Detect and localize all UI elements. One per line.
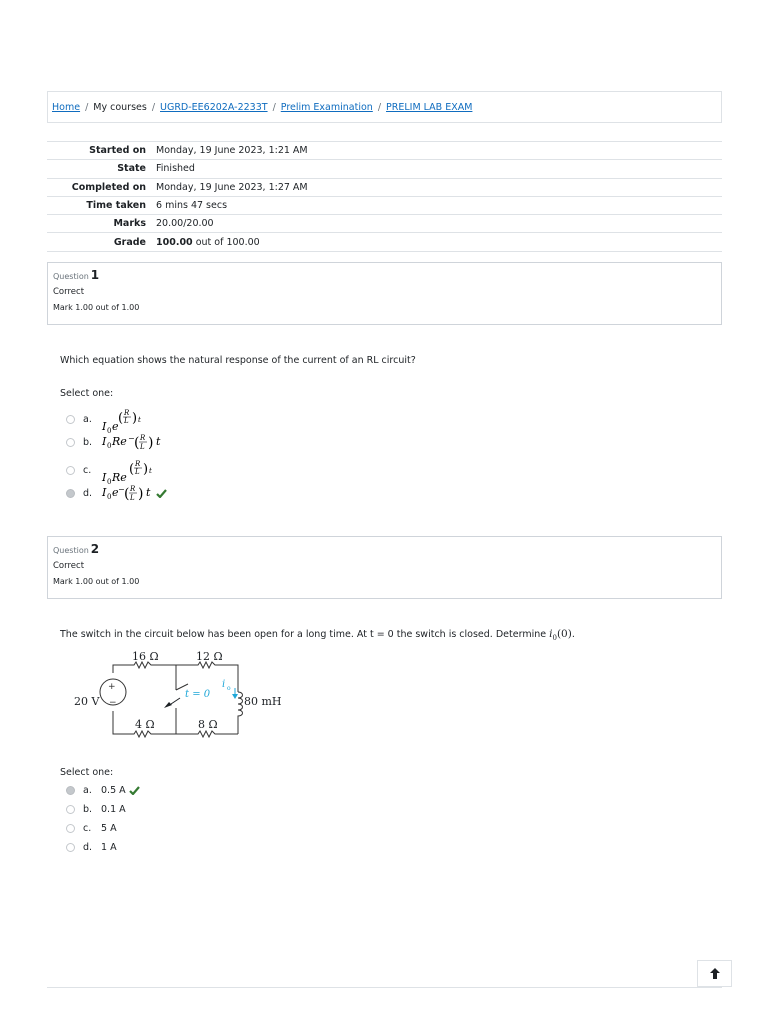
resistor-16-label: 16 Ω: [132, 650, 159, 663]
question-mark: Mark 1.00 out of 1.00: [53, 577, 140, 586]
option-letter: b.: [83, 804, 93, 815]
option-letter: a.: [83, 413, 92, 425]
summary-row-started: [47, 142, 722, 160]
svg-text:t: t: [149, 467, 152, 475]
summary-value: 6 mins 47 secs: [151, 196, 722, 214]
switch-label: t = 0: [185, 689, 211, 700]
summary-label: Started on: [47, 142, 151, 160]
summary-label: Time taken: [47, 196, 151, 214]
option-text: 0.1 A: [101, 804, 126, 815]
question-state: Correct: [53, 287, 85, 297]
svg-text:R: R: [130, 485, 136, 493]
summary-row-marks: [47, 215, 722, 233]
summary-row-state: [47, 160, 722, 178]
svg-text:I: I: [102, 420, 107, 433]
svg-text:−: −: [118, 485, 125, 494]
summary-label: Grade: [47, 233, 151, 251]
radio-button[interactable]: [66, 786, 75, 795]
question-mark: Mark 1.00 out of 1.00: [53, 303, 140, 312]
q1-option-a[interactable]: [66, 404, 161, 434]
q1-option-b[interactable]: [66, 433, 171, 451]
breadcrumb-quiz-link[interactable]: PRELIM LAB EXAM: [386, 101, 473, 113]
svg-text:): ): [148, 435, 154, 451]
breadcrumb-home-link[interactable]: Home: [52, 101, 81, 113]
question-state: Correct: [53, 561, 85, 571]
radio-button[interactable]: [66, 415, 75, 424]
svg-text:(: (: [129, 462, 135, 477]
question-number: 1: [90, 268, 100, 282]
grade-suffix: out of 100.00: [192, 236, 260, 248]
radio-button[interactable]: [66, 438, 75, 447]
svg-text:R: R: [140, 434, 146, 442]
svg-text:I: I: [102, 435, 107, 448]
summary-row-grade: [47, 233, 722, 251]
radio-button[interactable]: [66, 466, 75, 475]
grade-score: 100.00: [156, 236, 193, 248]
svg-text:t: t: [146, 486, 151, 499]
breadcrumb-separator: /: [85, 101, 89, 113]
svg-text:(: (: [124, 486, 130, 502]
radio-button[interactable]: [66, 489, 75, 498]
circuit-diagram: [68, 648, 298, 743]
svg-text:L: L: [124, 417, 129, 425]
option-letter: c.: [83, 823, 92, 834]
option-text: 5 A: [101, 823, 117, 834]
breadcrumb-separator: /: [151, 101, 156, 113]
option-letter: d.: [83, 487, 93, 499]
svg-text:(: (: [118, 411, 124, 426]
question-1-prompt: Select one:: [60, 388, 114, 399]
svg-text:L: L: [140, 443, 145, 451]
svg-text:e: e: [112, 420, 119, 433]
svg-text:(: (: [134, 435, 140, 451]
svg-text:0: 0: [107, 493, 112, 501]
question-2-info: [47, 536, 722, 599]
summary-row-time-taken: [47, 196, 722, 214]
svg-text:L: L: [135, 468, 140, 476]
svg-text:): ): [143, 462, 149, 477]
radio-button[interactable]: [66, 805, 75, 814]
question-2-prompt: Select one:: [60, 767, 114, 778]
q2-option-a[interactable]: [66, 785, 140, 796]
summary-value: Monday, 19 June 2023, 1:27 AM: [151, 178, 722, 196]
option-text: 0.5 A: [101, 785, 126, 796]
svg-text:): ): [138, 486, 144, 502]
q1-option-d[interactable]: [66, 484, 167, 502]
question-2-text-body: The switch in the circuit below has been open for a long time. At t = 0 the switch is closed. Determine: [60, 629, 550, 640]
summary-label: Completed on: [47, 178, 151, 196]
resistor-8-label: 8 Ω: [198, 718, 218, 731]
breadcrumb-my-courses: My courses: [93, 101, 147, 113]
question-1-text: Which equation shows the natural response of the current of an RL circuit?: [60, 355, 416, 366]
source-minus: −: [109, 698, 117, 708]
question-2-text: The switch in the circuit below has been open for a long time. At t = 0 the switch is closed. Determine $i_0(0)$.: [60, 628, 575, 643]
svg-text:): ): [132, 411, 138, 426]
attempt-summary-table: [47, 141, 722, 252]
option-letter: b.: [83, 436, 93, 448]
question-1-info: [47, 262, 722, 325]
formula-a: [101, 408, 161, 434]
summary-value: Monday, 19 June 2023, 1:21 AM: [151, 142, 722, 160]
question-label: Question: [53, 546, 89, 555]
svg-text:0: 0: [107, 427, 112, 434]
svg-text:t: t: [138, 416, 141, 424]
q2-option-b[interactable]: [66, 804, 126, 815]
svg-text:I: I: [102, 486, 107, 499]
radio-button[interactable]: [66, 824, 75, 833]
summary-value: 20.00/20.00: [151, 215, 722, 233]
svg-text:−: −: [128, 434, 135, 443]
svg-text:R: R: [124, 409, 130, 417]
q1-option-c[interactable]: [66, 455, 171, 485]
summary-label: State: [47, 160, 151, 178]
summary-row-completed: [47, 178, 722, 196]
radio-button[interactable]: [66, 843, 75, 852]
svg-text:t: t: [156, 435, 161, 448]
breadcrumb-separator: /: [377, 101, 382, 113]
formula-d: [101, 484, 159, 502]
check-icon: [129, 786, 140, 795]
resistor-4-label: 4 Ω: [135, 718, 155, 731]
source-label: 20 V: [74, 695, 100, 708]
svg-text:0: 0: [107, 442, 112, 450]
svg-text:L: L: [130, 494, 135, 502]
breadcrumb-category-link[interactable]: Prelim Examination: [280, 101, 373, 113]
svg-text:Re: Re: [112, 435, 127, 448]
source-plus: +: [108, 682, 116, 692]
breadcrumb-separator: /: [272, 101, 276, 113]
svg-text:0: 0: [107, 478, 112, 485]
option-text: 1 A: [101, 842, 117, 853]
option-letter: a.: [83, 785, 92, 796]
svg-text:I: I: [102, 471, 107, 484]
option-letter: d.: [83, 842, 93, 853]
io-expression: $i_0(0)$: [549, 628, 572, 643]
formula-b: [101, 433, 171, 451]
formula-c: [101, 459, 171, 485]
arrow-up-icon: [710, 968, 720, 979]
q2-option-d[interactable]: [66, 842, 117, 853]
question-label: Question: [53, 272, 89, 281]
option-letter: c.: [83, 464, 92, 476]
svg-text:R: R: [135, 460, 141, 468]
footer-divider: [47, 987, 722, 988]
summary-value: Finished: [151, 160, 722, 178]
breadcrumb: [47, 91, 722, 123]
svg-text:e: e: [112, 486, 119, 499]
back-to-top-button[interactable]: [697, 960, 732, 987]
current-subscript: o: [227, 685, 231, 692]
resistor-12-label: 12 Ω: [196, 650, 223, 663]
inductor-label: 80 mH: [244, 695, 282, 708]
q2-option-c[interactable]: [66, 823, 117, 834]
breadcrumb-course-link[interactable]: UGRD-EE6202A-2233T: [160, 101, 268, 113]
check-icon: [156, 489, 167, 498]
current-label: i: [222, 679, 226, 690]
question-number: 2: [90, 542, 100, 556]
summary-label: Marks: [47, 215, 151, 233]
svg-text:Re: Re: [112, 471, 127, 484]
summary-value: [151, 233, 722, 251]
